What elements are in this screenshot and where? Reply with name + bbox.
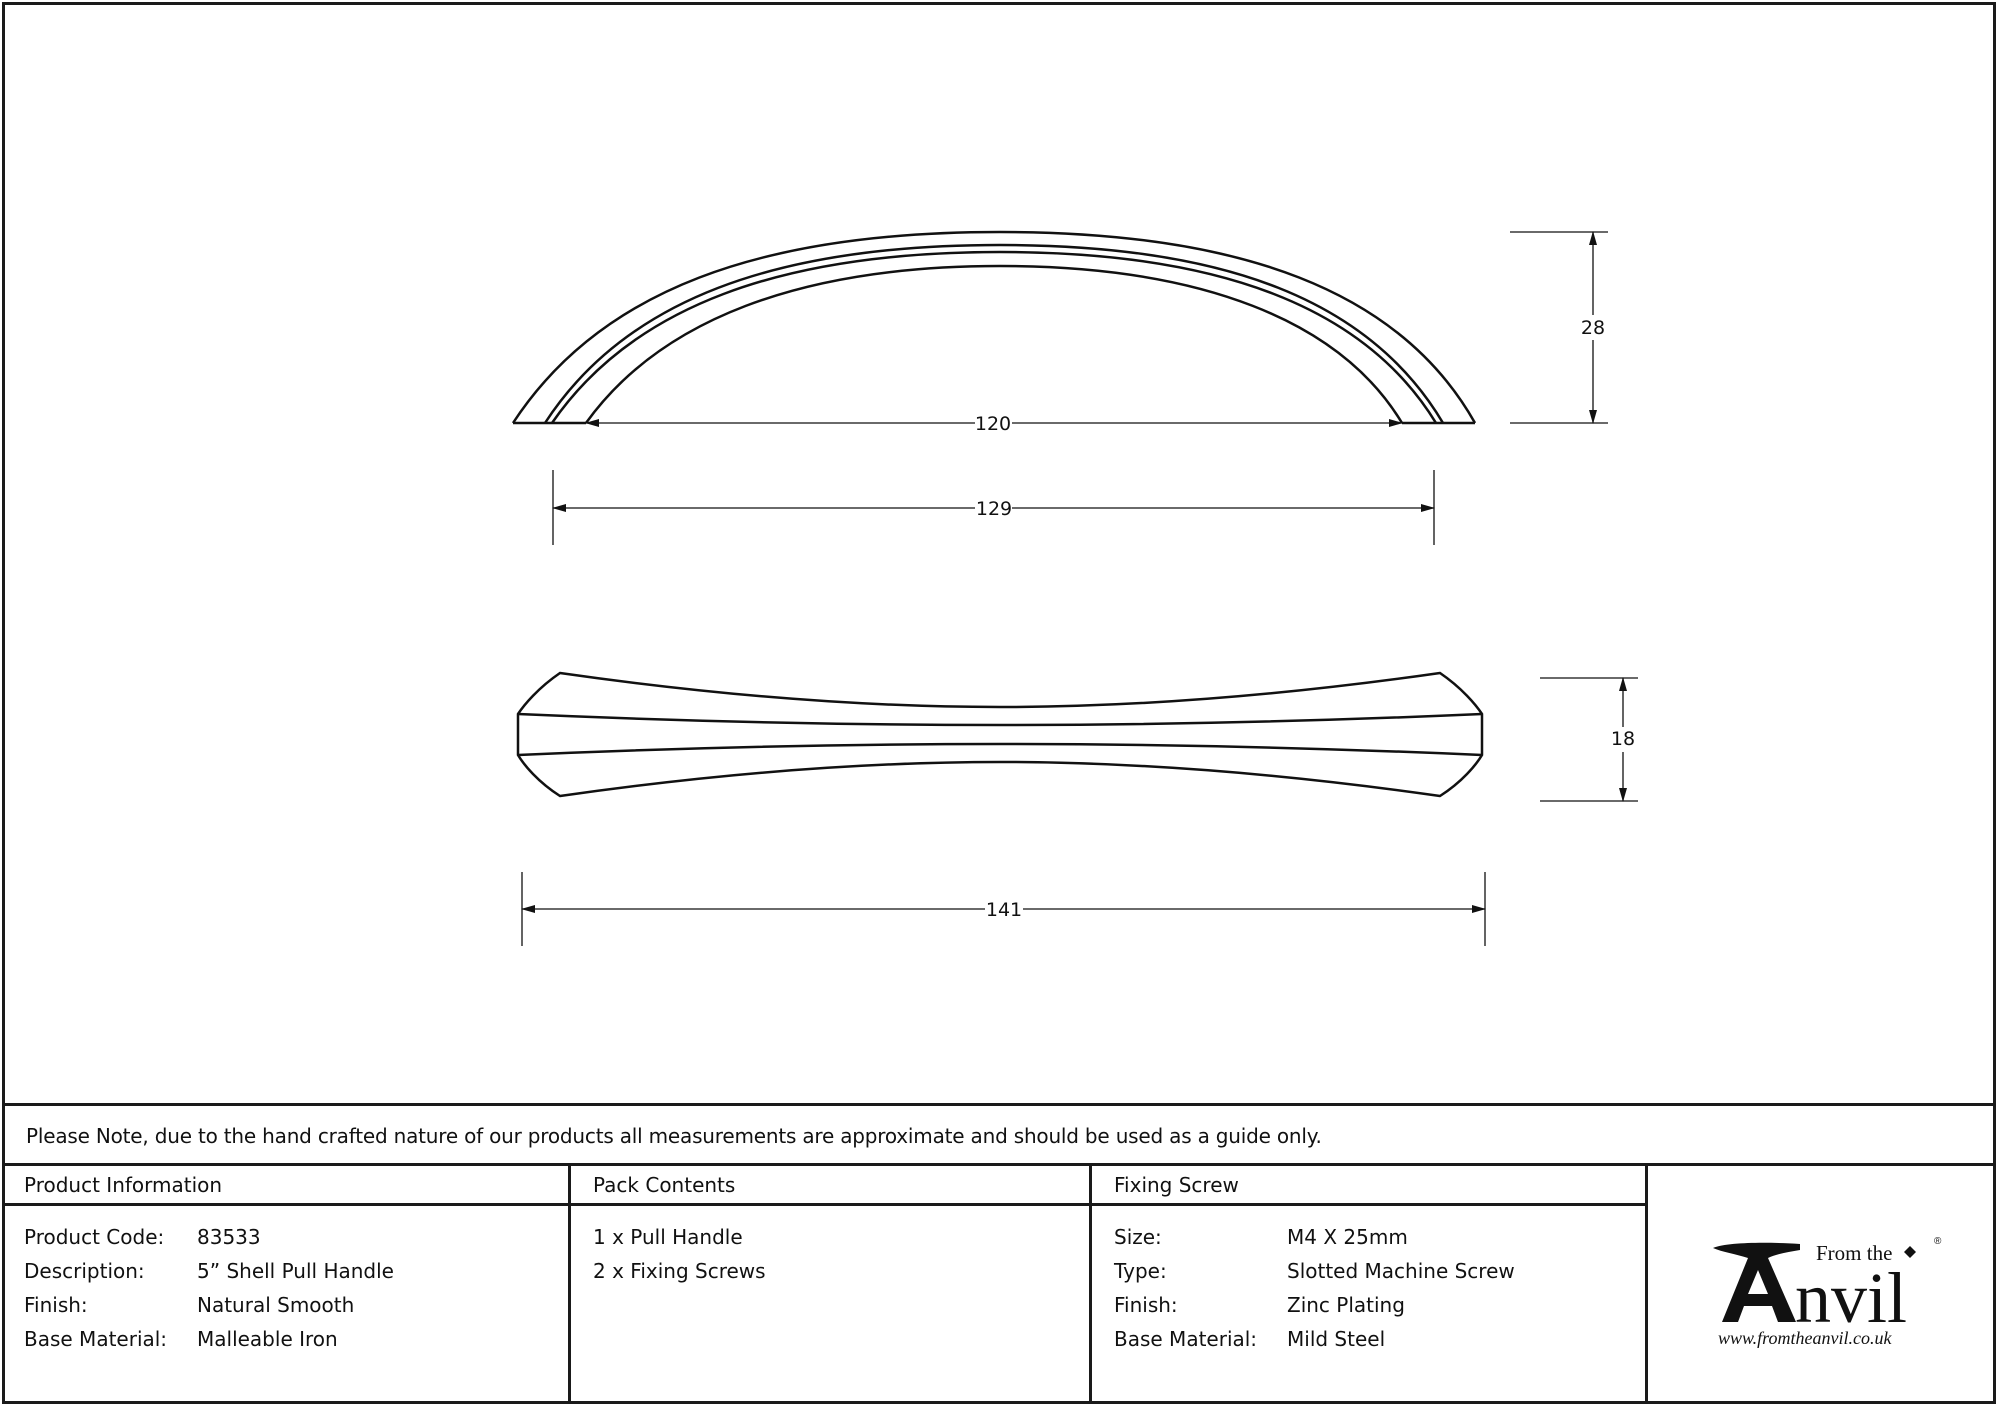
logo-panel — [1648, 1166, 1993, 1404]
product-information-header: Product Information — [2, 1166, 568, 1206]
screw-material-label: Base Material: — [1114, 1327, 1258, 1351]
base-material-label: Base Material: — [24, 1327, 168, 1351]
measurement-note: Please Note, due to the hand crafted nature of our products all measurements are approximate and should be used as a guide only. — [26, 1124, 1322, 1148]
screw-finish-value: Zinc Plating — [1287, 1293, 1405, 1317]
product-code-row — [24, 1220, 568, 1254]
pack-contents-header: Pack Contents — [571, 1166, 1089, 1206]
product-information-panel — [2, 1166, 571, 1404]
dim-label-28: 28 — [1580, 317, 1606, 339]
logo-anvil: nvil — [1795, 1258, 1908, 1338]
dim-label-129: 129 — [975, 498, 1013, 520]
finish-value: Natural Smooth — [197, 1293, 355, 1317]
dim-label-120: 120 — [974, 413, 1012, 435]
measurement-note-row — [2, 1103, 1996, 1165]
screw-size-label: Size: — [1114, 1225, 1162, 1249]
top-view — [518, 673, 1482, 796]
pack-contents-panel — [571, 1166, 1092, 1404]
logo-website: www.fromtheanvil.co.uk — [1718, 1328, 1892, 1348]
pack-item: 1 x Pull Handle — [593, 1225, 743, 1249]
fixing-screw-panel — [1092, 1166, 1648, 1404]
screw-finish-row — [1114, 1288, 1645, 1322]
screw-type-row — [1114, 1254, 1645, 1288]
side-view — [513, 232, 1475, 423]
screw-material-row — [1114, 1322, 1645, 1356]
screw-size-value: M4 X 25mm — [1287, 1225, 1408, 1249]
dim-label-141: 141 — [985, 899, 1023, 921]
base-material-value: Malleable Iron — [197, 1327, 338, 1351]
anvil-icon — [1713, 1243, 1800, 1322]
product-info-table — [2, 1163, 1996, 1404]
description-value: 5” Shell Pull Handle — [197, 1259, 394, 1283]
product-code-label: Product Code: — [24, 1225, 165, 1249]
screw-finish-label: Finish: — [1114, 1293, 1178, 1317]
finish-row — [24, 1288, 568, 1322]
pack-item: 2 x Fixing Screws — [593, 1259, 766, 1283]
screw-material-value: Mild Steel — [1287, 1327, 1386, 1351]
base-material-row — [24, 1322, 568, 1356]
logo-from-the: From the — [1816, 1241, 1893, 1265]
registered-mark: ® — [1934, 1236, 1942, 1247]
screw-type-value: Slotted Machine Screw — [1287, 1259, 1515, 1283]
dim-label-18: 18 — [1610, 728, 1636, 750]
finish-label: Finish: — [24, 1293, 88, 1317]
description-row — [24, 1254, 568, 1288]
product-code-value: 83533 — [197, 1225, 261, 1249]
screw-type-label: Type: — [1114, 1259, 1167, 1283]
diamond-icon — [1904, 1246, 1916, 1258]
description-label: Description: — [24, 1259, 145, 1283]
from-the-anvil-logo — [1708, 1230, 1958, 1350]
fixing-screw-header: Fixing Screw — [1092, 1166, 1645, 1206]
screw-size-row — [1114, 1220, 1645, 1254]
